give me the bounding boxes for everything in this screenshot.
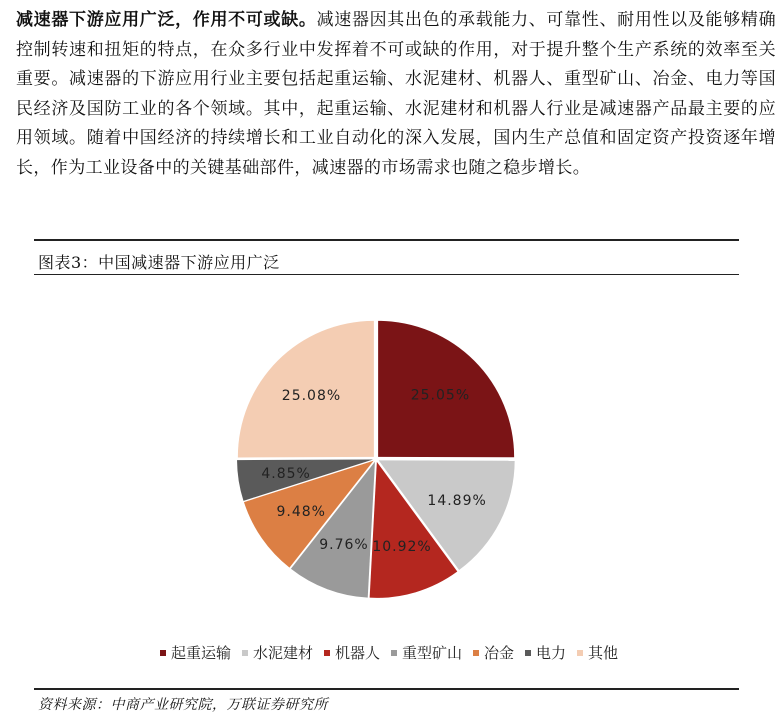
legend-label: 水泥建材 <box>253 644 314 662</box>
pie-data-label: 4.85% <box>261 466 311 483</box>
figure-title: 图表3：中国减速器下游应用广泛 <box>38 253 280 272</box>
pie-data-label: 25.05% <box>410 387 471 404</box>
figure-source: 资料来源：中商产业研究院，万联证券研究所 <box>38 697 328 713</box>
legend-label: 起重运输 <box>171 644 232 662</box>
figure-top-rule <box>34 239 739 241</box>
pie-data-label: 9.76% <box>319 537 369 554</box>
chart-legend <box>160 644 618 662</box>
legend-swatch <box>160 650 166 656</box>
intro-lead: 减速器下游应用广泛，作用不可或缺。 <box>16 10 317 30</box>
legend-label: 重型矿山 <box>402 644 463 662</box>
pie-data-label: 10.92% <box>372 539 432 556</box>
pie-chart <box>34 276 739 686</box>
legend-swatch <box>242 650 248 656</box>
pie-data-label: 9.48% <box>276 503 326 520</box>
legend-label: 电力 <box>536 644 567 662</box>
legend-label: 其他 <box>588 644 619 662</box>
legend-label: 机器人 <box>335 644 381 662</box>
intro-body: 减速器因其出色的承载能力、可靠性、耐用性以及能够精确控制转速和扭矩的特点，在众多行业中发挥着不可或缺的作用，对于提升整个生产系统的效率至关重要。减速器的下游应用行业主要包括起重运输、水泥建材、机器人、重型矿山、冶金、电力等国民经济及国防工业的各个领域。其中，起重运输、水泥建材和机器人行业是减速器产品最主要的应用领域。随着中国经济的持续增长和工业自动化的深入发展，国内生产总值和固定资产投资逐年增长，作为工业设备中的关键基础部件，减速器的市场需求也随之稳步增长。 <box>16 10 776 178</box>
legend-swatch <box>577 650 583 656</box>
intro-paragraph <box>16 6 776 184</box>
pie-data-label: 25.08% <box>281 387 342 404</box>
pie-slices <box>237 321 515 598</box>
figure-title-rule <box>34 274 739 275</box>
legend-swatch <box>473 650 479 656</box>
figure-bottom-rule <box>34 688 739 690</box>
legend-swatch <box>391 650 397 656</box>
legend-label: 冶金 <box>484 644 515 662</box>
legend-swatch <box>525 650 531 656</box>
pie-data-label: 14.89% <box>427 493 487 510</box>
legend-swatch <box>324 650 330 656</box>
